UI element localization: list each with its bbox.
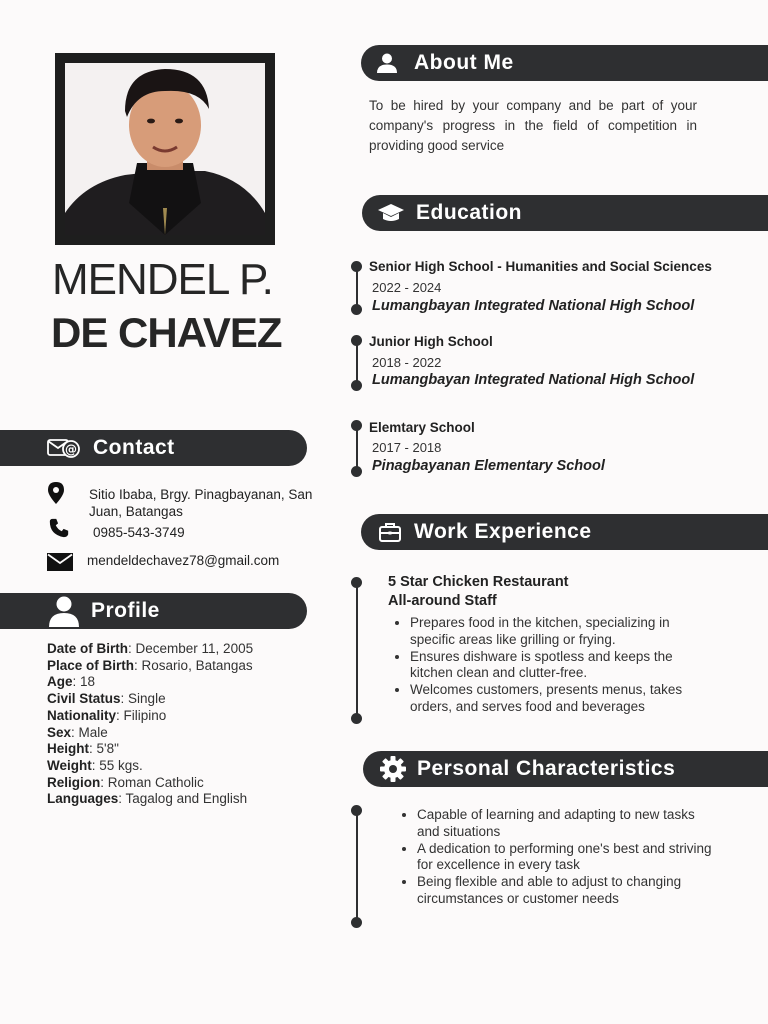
about-heading: About Me: [414, 51, 514, 74]
work-header: [361, 514, 768, 550]
timeline-dot: [351, 805, 362, 816]
contact-header: [0, 430, 307, 466]
profile-item-nationality: Nationality: Filipino: [47, 707, 167, 723]
education-title: Elemtary School: [369, 420, 475, 435]
profile-item-pob: Place of Birth: Rosario, Batangas: [47, 657, 253, 673]
timeline-dot: [351, 713, 362, 724]
timeline-line: [356, 340, 358, 385]
timeline-line: [356, 582, 358, 718]
profile-item-religion: Religion: Roman Catholic: [47, 774, 204, 790]
profile-item-dob: Date of Birth: December 11, 2005: [47, 641, 254, 656]
timeline-line: [356, 810, 358, 922]
education-heading: Education: [416, 201, 523, 224]
timeline-dot: [351, 304, 362, 315]
list-item: • Being flexible and able to adjust to changing circumstances or customer needs: [417, 874, 720, 908]
envelope-icon: [47, 553, 73, 576]
contact-phone[interactable]: 0985-543-3749: [93, 525, 185, 540]
person-icon: [48, 595, 80, 627]
education-header: [362, 195, 768, 231]
education-title: Senior High School - Humanities and Social Sciences: [369, 259, 712, 274]
contact-email[interactable]: mendeldechavez78@gmail.com: [87, 553, 280, 568]
profile-photo-frame: [55, 53, 275, 245]
work-role: All-around Staff: [388, 593, 497, 609]
profile-item-height: Height: 5'8": [47, 741, 119, 757]
about-text: To be hired by your company and be part of your company's progress in the field of competition in providing good service: [369, 98, 697, 153]
name-first-line: MENDEL P.: [52, 255, 273, 304]
person-icon: [375, 52, 399, 74]
timeline-dot: [351, 335, 362, 346]
timeline-dot: [351, 261, 362, 272]
profile-heading: Profile: [91, 599, 160, 622]
profile-list: [47, 641, 253, 808]
briefcase-icon: [378, 522, 402, 542]
characteristics-list: [395, 807, 720, 908]
timeline-dot: [351, 917, 362, 928]
education-school: Pinagbayanan Elementary School: [372, 458, 605, 474]
contact-heading: Contact: [93, 436, 175, 459]
profile-item-age: Age: 18: [47, 674, 96, 690]
about-header: [361, 45, 768, 81]
svg-text:@: @: [65, 442, 77, 457]
list-item: • Ensures dishware is spotless and keeps the kitchen clean and clutter-free.: [410, 649, 718, 683]
education-school: Lumangbayan Integrated National High School: [372, 372, 695, 388]
gear-icon: [378, 755, 408, 783]
list-item: • Prepares food in the kitchen, specializing in specific areas like grilling or frying.: [410, 615, 718, 649]
work-heading: Work Experience: [414, 520, 592, 543]
education-school: Lumangbayan Integrated National High School: [372, 298, 695, 314]
list-item: • A dedication to performing one's best and striving for excellence in every task: [417, 841, 720, 875]
profile-item-civil-status: Civil Status: Single: [47, 691, 166, 707]
education-years: 2018 - 2022: [372, 355, 442, 370]
profile-item-weight: Weight: 55 kgs.: [47, 757, 143, 773]
work-duties: [388, 615, 718, 716]
phone-icon: [47, 517, 71, 544]
contact-email-icon: [46, 436, 82, 460]
education-years: 2022 - 2024: [372, 280, 442, 295]
characteristics-heading: Personal Characteristics: [417, 757, 676, 780]
list-item: • Welcomes customers, presents menus, takes orders, and serves food and beverages: [410, 682, 718, 716]
profile-photo: [65, 63, 265, 235]
graduation-cap-icon: [376, 202, 406, 224]
education-years: 2017 - 2018: [372, 440, 442, 455]
timeline-dot: [351, 420, 362, 431]
contact-address: Sitio Ibaba, Brgy. Pinagbayanan, San Juan, Batangas: [89, 487, 313, 519]
timeline-dot: [351, 577, 362, 588]
profile-item-languages: Languages: Tagalog and English: [47, 791, 248, 807]
list-item: • Capable of learning and adapting to new tasks and situations: [417, 807, 720, 841]
education-title: Junior High School: [369, 334, 493, 349]
name-last-line: DE CHAVEZ: [51, 309, 282, 356]
work-company: 5 Star Chicken Restaurant: [388, 574, 569, 590]
timeline-dot: [351, 466, 362, 477]
profile-header: [0, 593, 307, 629]
profile-item-sex: Sex: Male: [47, 724, 108, 740]
characteristics-header: [363, 751, 768, 787]
timeline-dot: [351, 380, 362, 391]
timeline-line: [356, 425, 358, 471]
location-pin-icon: [48, 482, 64, 509]
